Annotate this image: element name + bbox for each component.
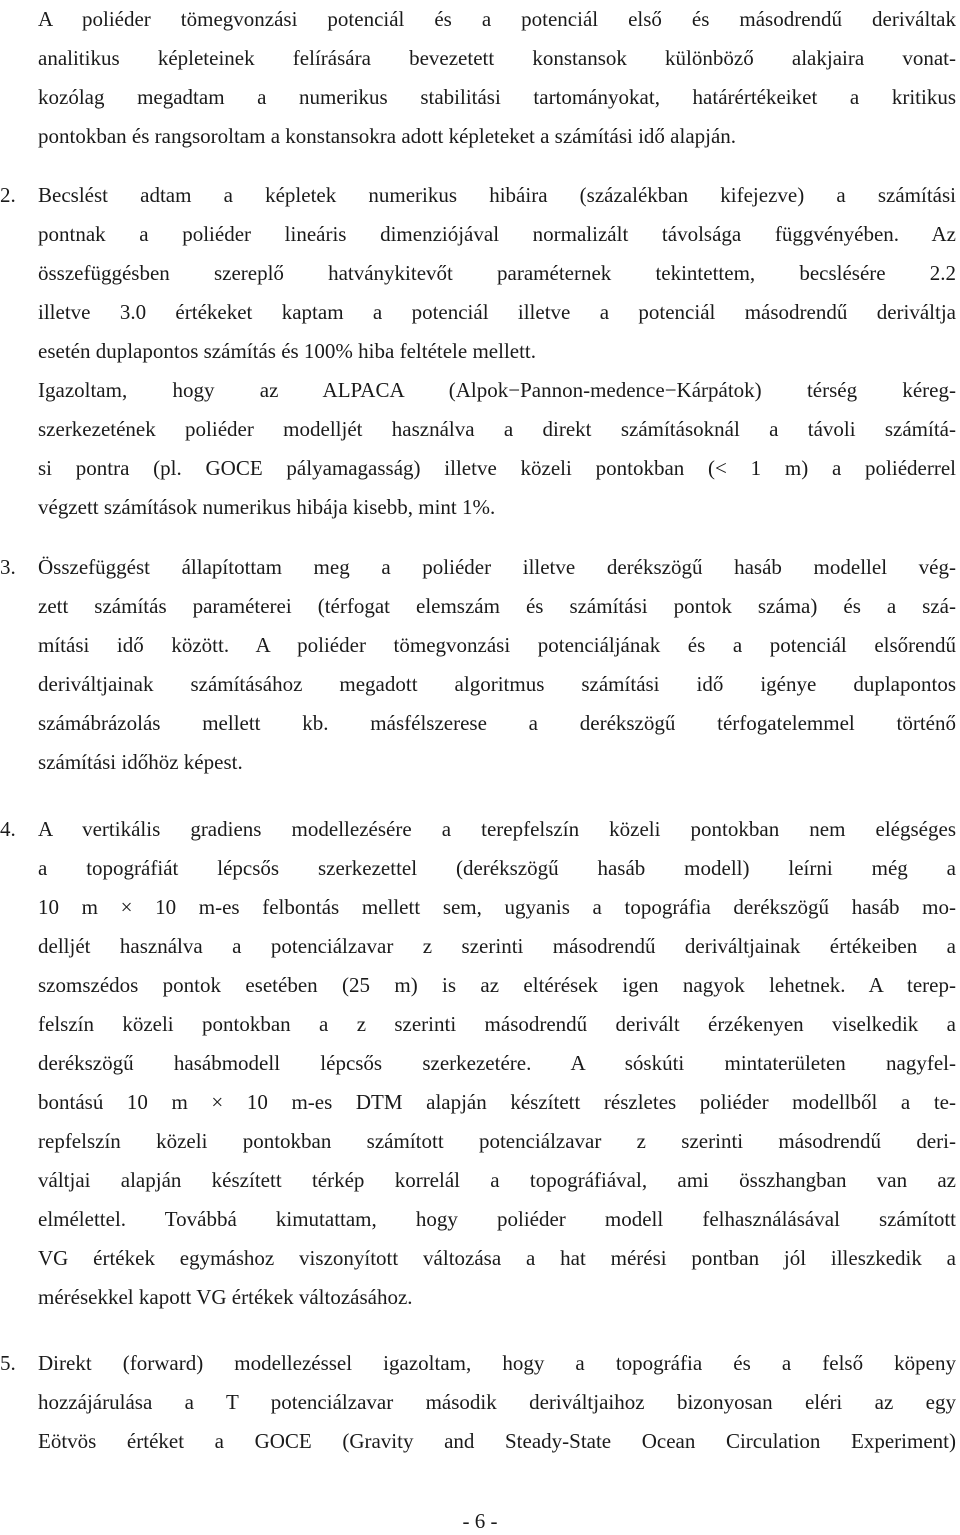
text-line: repfelszín közeli pontokban számított potenciálzavar z szerinti másodrendű deri- (38, 1129, 956, 1153)
text-line: bontású 10 m × 10 m-es DTM alapján készített részletes poliéder modellből a te- (38, 1090, 956, 1114)
text-line: szerkezetének poliéder modelljét használva a direkt számításoknál a távoli számítá- (38, 417, 956, 441)
text-line: Eötvös értéket a GOCE (Gravity and Steady-State Ocean Circulation Experiment) (38, 1429, 956, 1453)
text-line: összefüggésben szereplő hatványkitevőt paraméternek tekintettem, becslésére 2.2 (38, 261, 956, 285)
text-line: végzett számítások numerikus hibája kisebb, mint 1%. (38, 495, 496, 519)
page-number: - 6 - (462, 1509, 498, 1533)
text-line: hozzájárulása a T potenciálzavar második deriváltjaihoz bizonyosan eléri az egy (38, 1390, 956, 1414)
text-line: elmélettel. Továbbá kimutattam, hogy poliéder modell felhasználásával számított (38, 1207, 956, 1231)
text-line: derékszögű hasábmodell lépcsős szerkezetére. A sóskúti mintaterületen nagyfel- (38, 1051, 956, 1075)
text-line: zett számítás paraméterei (térfogat elemszám és számítási pontok száma) és a szá- (38, 594, 956, 618)
text-line: pontokban és rangsoroltam a konstansokra adott képleteket a számítási idő alapján. (38, 124, 737, 148)
item-number: 2. (0, 183, 16, 207)
text-line: delljét használva a potenciálzavar z szerinti másodrendű deriváltjainak értékeiben a (38, 934, 956, 958)
text-line: deriváltjainak számításához megadott algoritmus számítási idő igénye duplapontos (38, 672, 956, 696)
text-line: szomszédos pontok esetében (25 m) is az eltérések igen nagyok lehetnek. A terep- (38, 973, 956, 997)
item-number: 3. (0, 555, 16, 579)
text-line: mérésekkel kapott VG értékek változásához. (38, 1285, 413, 1309)
text-line: Igazoltam, hogy az ALPACA (Alpok−Pannon-medence−Kárpátok) térség kéreg- (38, 378, 956, 402)
text-line: a topográfiát lépcsős szerkezettel (derékszögű hasáb modell) leírni még a (38, 856, 956, 880)
item-number: 4. (0, 817, 16, 841)
text-line: pontnak a poliéder lineáris dimenziójával normalizált távolsága függvényében. Az (38, 222, 956, 246)
text-line: számábrázolás mellett kb. másfélszerese a derékszögű térfogatelemmel történő (38, 711, 956, 735)
text-line: Összefüggést állapítottam meg a poliéder illetve derékszögű hasáb modellel vég- (38, 555, 956, 579)
text-line: analitikus képleteinek felírására bevezetett konstansok különböző alakjaira vonat- (38, 46, 956, 70)
text-line: A vertikális gradiens modellezésére a terepfelszín közeli pontokban nem elégséges (38, 817, 956, 841)
text-line: kozólag megadtam a numerikus stabilitási tartományokat, határértékeiket a kritikus (38, 85, 956, 109)
text-line: Direkt (forward) modellezéssel igazoltam, hogy a topográfia és a felső köpeny (38, 1351, 956, 1375)
text-line: VG értékek egymáshoz viszonyított változása a hat mérési pontban jól illeszkedik a (38, 1246, 956, 1270)
item-number: 5. (0, 1351, 16, 1375)
text-line: 10 m × 10 m-es felbontás mellett sem, ugyanis a topográfia derékszögű hasáb mo- (38, 895, 956, 919)
text-line: mítási idő között. A poliéder tömegvonzási potenciáljának és a potenciál elsőrendű (38, 633, 956, 657)
text-line: számítási időhöz képest. (38, 750, 243, 774)
text-line: A poliéder tömegvonzási potenciál és a potenciál első és másodrendű deriváltak (38, 7, 956, 31)
text-line: illetve 3.0 értékeket kaptam a potenciál illetve a potenciál másodrendű deriváltja (38, 300, 956, 324)
text-line: váltjai alapján készített térkép korrelál a topográfiával, ami összhangban van az (38, 1168, 956, 1192)
text-line: esetén duplapontos számítás és 100% hiba feltétele mellett. (38, 339, 537, 363)
text-line: si pontra (pl. GOCE pályamagasság) illetve közeli pontokban (< 1 m) a poliéderrel (38, 456, 956, 480)
text-line: Becslést adtam a képletek numerikus hibáira (százalékban kifejezve) a számítási (38, 183, 956, 207)
text-line: felszín közeli pontokban a z szerinti másodrendű derivált érzékenyen viselkedik a (38, 1012, 956, 1036)
